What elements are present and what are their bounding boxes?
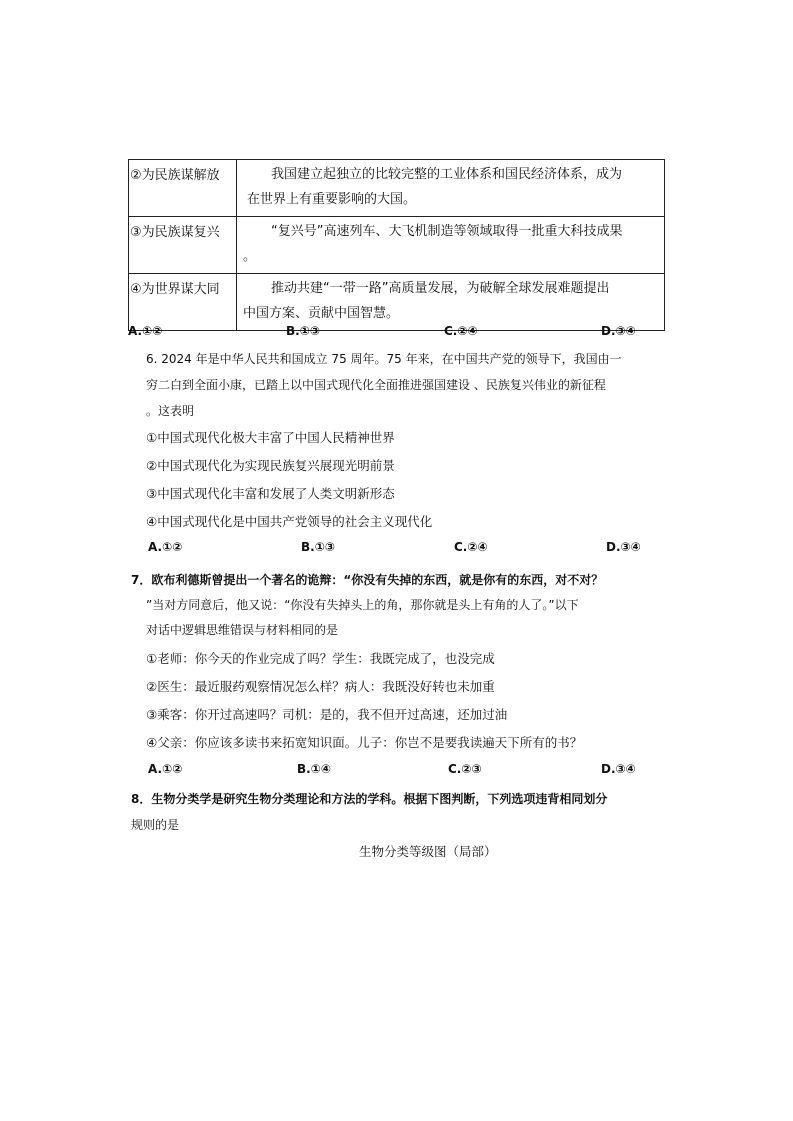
q6-option-a[interactable]: A.①② [148, 540, 183, 554]
q8-stem-line1: 8．生物分类学是研究生物分类理论和方法的学科。根据下图判断，下列选项违背相同划分 [131, 792, 608, 806]
q6-item-2: ②中国式现代化为实现民族复兴展现光明前景 [146, 458, 395, 473]
q7-stem-line2: ”当对方同意后，他又说：“你没有失掉头上的角，那你就是头上有角的人了。”以下 [146, 598, 579, 612]
row-content-line: 在世界上有重要影响的大国。 [247, 192, 417, 207]
row-label: ④为世界谋大同 [129, 274, 237, 331]
q8-stem-line2: 规则的是 [131, 818, 180, 832]
figure-caption: 生物分类等级图（局部） [359, 844, 497, 859]
q6-item-1: ①中国式现代化极大丰富了中国人民精神世界 [146, 430, 395, 445]
q7-stem-line3: 对话中逻辑思维错误与材料相同的是 [146, 623, 339, 637]
row-content-line: 中国方案、贡献中国智慧。 [243, 306, 400, 321]
q5-option-c[interactable]: C.②④ [444, 324, 478, 338]
q7-item-1: ①老师：你今天的作业完成了吗？学生：我既完成了，也没完成 [146, 651, 495, 666]
q6-option-c[interactable]: C.②④ [454, 540, 488, 554]
q6-stem-line1: 6. 2024 年是中华人民共和国成立 75 周年。75 年来，在中国共产党的领导下，我国由一 [146, 352, 622, 366]
table-row [129, 217, 665, 274]
row-content-line: “复兴号”高速列车、大飞机制造等领域取得一批重大科技成果 [271, 224, 623, 239]
row-content [237, 274, 665, 331]
q7-item-2: ②医生：最近服药观察情况怎么样？病人：我既没好转也未加重 [146, 679, 495, 694]
q5-option-d[interactable]: D.③④ [601, 324, 636, 338]
q6-stem-line2: 穷二白到全面小康，已踏上以中国式现代化全面推进强国建设 、民族复兴伟业的新征程 [146, 378, 606, 392]
q7-item-4: ④父亲：你应该多读书来拓宽知识面。儿子：你岂不是要我读遍天下所有的书？ [146, 735, 583, 750]
q6-option-b[interactable]: B.①③ [301, 540, 336, 554]
table-row [129, 160, 665, 217]
row-content-line: 。 [243, 249, 257, 264]
row-content [237, 160, 665, 217]
q7-item-3: ③乘客：你开过高速吗？司机：是的，我不但开过高速，还加过油 [146, 707, 508, 722]
q7-option-a[interactable]: A.①② [148, 762, 183, 776]
q6-option-d[interactable]: D.③④ [606, 540, 641, 554]
table-row [129, 274, 665, 331]
q6-item-4: ④中国式现代化是中国共产党领导的社会主义现代化 [146, 514, 433, 529]
row-label: ③为民族谋复兴 [129, 217, 237, 274]
row-content [237, 217, 665, 274]
q5-option-b[interactable]: B.①③ [286, 324, 321, 338]
answer-table [128, 159, 665, 331]
row-label: ②为民族谋解放 [129, 160, 237, 217]
q6-item-3: ③中国式现代化丰富和发展了人类文明新形态 [146, 486, 395, 501]
q7-stem-line1: 7．欧布利德斯曾提出一个著名的诡辩：“你没有失掉的东西，就是你有的东西，对不对？ [131, 573, 604, 587]
q7-option-d[interactable]: D.③④ [601, 762, 636, 776]
q6-stem-line3: 。这表明 [146, 404, 195, 418]
q5-option-a[interactable]: A.①② [128, 324, 163, 338]
row-content-line: 推动共建“一带一路”高质量发展，为破解全球发展难题提出 [271, 281, 610, 296]
q7-option-c[interactable]: C.②③ [448, 762, 482, 776]
row-content-line: 我国建立起独立的比较完整的工业体系和国民经济体系，成为 [271, 167, 623, 182]
q7-option-b[interactable]: B.①④ [297, 762, 332, 776]
